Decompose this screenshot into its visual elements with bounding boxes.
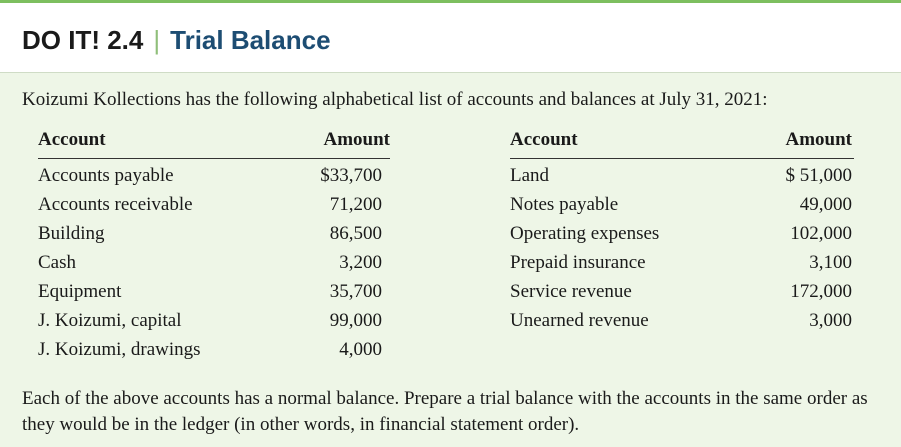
right-row-amount: 172,000 xyxy=(790,281,852,302)
exercise-title xyxy=(22,25,331,56)
right-row-account: Operating expenses xyxy=(510,223,660,244)
left-row-account: Equipment xyxy=(38,281,122,302)
right-header-rule xyxy=(510,158,854,159)
left-row-account: Accounts payable xyxy=(38,165,174,186)
right-row-account: Notes payable xyxy=(510,194,619,215)
right-row-amount: 49,000 xyxy=(799,194,852,215)
left-header-rule xyxy=(38,158,390,159)
left-row-account: J. Koizumi, capital xyxy=(38,310,182,331)
left-row-amount: 71,200 xyxy=(329,194,382,215)
left-row-amount: 35,700 xyxy=(329,281,382,302)
left-account-header: Account xyxy=(38,129,106,150)
left-row-amount: 4,000 xyxy=(339,339,382,360)
right-row-account: Prepaid insurance xyxy=(510,252,646,273)
left-row-account: Accounts receivable xyxy=(38,194,193,215)
left-row-amount: 99,000 xyxy=(329,310,382,331)
exercise-number: DO IT! 2.4 xyxy=(22,25,144,55)
left-row-amount: 86,500 xyxy=(329,223,382,244)
intro-text: Koizumi Kollections has the following alphabetical list of accounts and balances at July 31, 2021: xyxy=(22,89,768,110)
right-amount-header: Amount xyxy=(785,129,852,150)
right-row-account: Unearned revenue xyxy=(510,310,649,331)
right-row-amount: 3,000 xyxy=(809,310,852,331)
right-row-amount: 3,100 xyxy=(809,252,852,273)
left-row-account: Building xyxy=(38,223,105,244)
right-account-header: Account xyxy=(510,129,578,150)
left-row-account: J. Koizumi, drawings xyxy=(38,339,201,360)
title-separator: | xyxy=(153,25,161,55)
left-row-account: Cash xyxy=(38,252,76,273)
left-amount-header: Amount xyxy=(323,129,390,150)
left-row-amount: 3,200 xyxy=(339,252,382,273)
right-row-account: Service revenue xyxy=(510,281,632,302)
exercise-header xyxy=(0,3,901,73)
instructions-text: Each of the above accounts has a normal balance. Prepare a trial balance with the accounts in the same order as they would be in the ledger (in other words, in financial statement order). xyxy=(22,388,868,435)
exercise-name: Trial Balance xyxy=(170,25,331,55)
right-row-amount: $ 51,000 xyxy=(785,165,852,186)
right-row-account: Land xyxy=(510,165,550,186)
right-row-amount: 102,000 xyxy=(790,223,852,244)
left-row-amount: $33,700 xyxy=(320,165,382,186)
